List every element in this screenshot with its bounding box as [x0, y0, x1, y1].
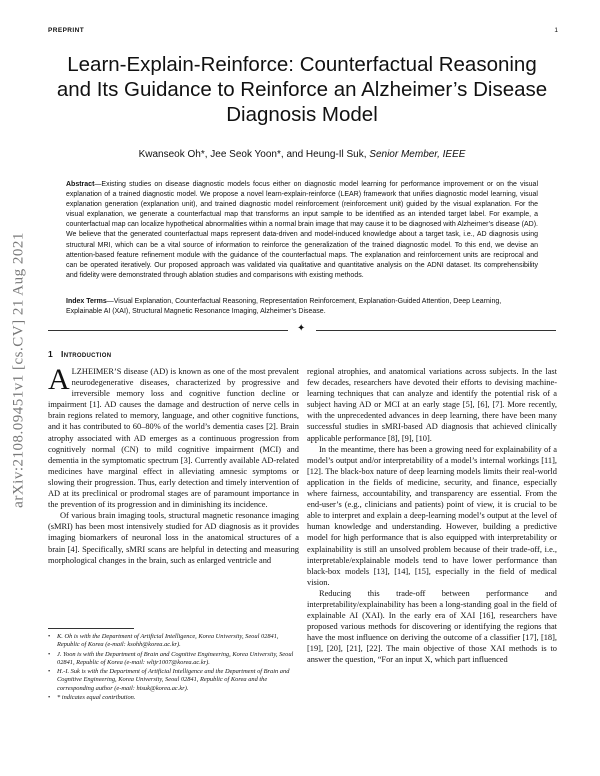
paper-title: Learn-Explain-Reinforce: Counterfactual Reasoning and Its Guidance to Reinforce an Alzheimer’s Disease Diagnosis Model: [56, 53, 548, 126]
footnotes: [48, 633, 299, 703]
running-header: PREPRINT: [48, 27, 85, 34]
arxiv-stamp-text: arXiv:2108.09451v1 [cs.CV] 21 Aug 2021: [10, 232, 27, 508]
footnote-item: • J. Yoon is with the Department of Brain and Cognitive Engineering, Korea University, Seoul 02841, Republic of Korea (e-mail: wltjr1007@korea.ac.kr).: [48, 651, 299, 668]
author-role: Senior Member, IEEE: [369, 149, 466, 160]
divider-ornament-icon: ✦: [297, 323, 306, 334]
divider-line-right: [316, 330, 556, 331]
section-heading: [48, 349, 111, 359]
section-number: 1: [48, 349, 54, 359]
intro-paragraph-1: [48, 363, 299, 510]
index-terms-label: Index Terms: [66, 298, 107, 305]
arxiv-stamp: [2, 195, 36, 545]
page-number: 1: [554, 27, 558, 34]
index-terms-text: —Visual Explanation, Counterfactual Reasoning, Representation Reinforcement, Explanation-Guided Attention, Deep Learning, Explainable AI (XAI), Structural Magnetic Resonance Imaging, Alzheimer’s Disease.: [66, 298, 502, 316]
left-column: [48, 363, 299, 566]
index-terms: [66, 297, 538, 317]
drop-cap: A: [48, 363, 70, 396]
footnote-item: • H.-I. Suk is with the Department of Artificial Intelligence and the Department of Brain and Cognitive Engineering, Korea University, Seoul 02841, Republic of Korea and the corresponding author (e-mail: hisuk@korea.ac.kr).: [48, 668, 299, 693]
section-title: Introduction: [61, 349, 112, 359]
paragraph-1-text: disease (AD) is known as one of the most prevalent neurodegenerative diseases, characterized by progressive and irreversible memory loss and cognitive function decline or impairment [1]. AD causes the damage and destruction of nerve cells in brain regions related to memory, language, and other cognitive functions, and it has contributed to 60–80% of the world’s dementia cases [2]. Brain atrophy associated with AD emerges as a continuous progression from cognitively normal (CN) to mild cognitive impairment (MCI) and dementia in the symptomatic spectrum [3]. Currently available AD-related medicines have marginal effect in alleviating amnesic symptoms or slowing their progression. Thus, early detection and timely intervention of AD at its preclinical or prodromal stages are of paramount importance in the prevention of its progression and in diminishing its incidence.: [48, 367, 299, 510]
author-list: [48, 149, 556, 160]
lead-word: LZHEIMER’S: [71, 367, 122, 376]
intro-paragraph-4: In the meantime, there has been a growing need for explainability of a model’s output and/or interpretability of a model’s internal workings [11], [12]. The black-box nature of deep learning models limits their real-world application in the fields of medicine, security, and finance, especially where fairness, accountability, and transparency are essential. From the end-user’s (e.g., clinicians and patients) point of view, it is crucial to be able to interpret and explain a deep-learning model’s output at the level of human knowledge and understanding. However, building a predictive model for high performance that is also equipped with interpretability or explainability is still an unsolved problem because of their trade-off, i.e., interpretable/explainable models tend to have lower performance than black-box models [13], [14], [15], especially in the field of medical vision.: [307, 444, 557, 587]
intro-paragraph-3: regional atrophies, and anatomical variations across subjects. In the last few decades, researchers have devoted their efforts to devising machine-learning techniques that can analyze and identify the potential risk of a subject having AD or MCI at an early stage [5], [6], [7]. More recently, with the unprecedented advances in deep learning, there have been many successful studies in sMRI-based AD diagnosis that achieved clinically applicable performance [8], [9], [10].: [307, 367, 557, 443]
divider-line-left: [48, 330, 288, 331]
footnote-rule: [48, 628, 134, 629]
right-column: [307, 366, 557, 666]
footnote-item: • * indicates equal contribution.: [48, 694, 299, 702]
section-divider: [48, 323, 556, 336]
intro-paragraph-5: Reducing this trade-off between performance and interpretability/explainability has been a long-standing goal in the field of explainable AI (XAI). In the early era of XAI [16], researchers have proposed various methods for discovering or identifying the regions that have the most influence on deriving the outcome of a classifier [17], [18], [19], [20], [21], [22]. The main objective of those XAI methods is to answer the question, “For an input X, which part influenced: [307, 588, 557, 665]
footnote-item: • K. Oh is with the Department of Artificial Intelligence, Korea University, Seoul 02841, Republic of Korea (e-mail: ksohh@korea.ac.kr).: [48, 633, 299, 650]
intro-paragraph-2: Of various brain imaging tools, structural magnetic resonance imaging (sMRI) has been most intensively studied for AD diagnosis as it provides imaging biomarkers of neuronal loss in the anatomical structures of a brain [4]. Specifically, sMRI scans are helpful in detecting and measuring morphological changes in the brain, such as enlarged ventricle and: [48, 511, 299, 565]
abstract-label: Abstract: [66, 181, 95, 188]
abstract: [66, 180, 538, 281]
author-names: Kwanseok Oh*, Jee Seok Yoon*, and Heung-Il Suk,: [138, 149, 367, 160]
abstract-text: —Existing studies on disease diagnostic models focus either on diagnostic model learning for performance improvement or on the visual explanation of a trained diagnostic model. We propose a novel learn-explain-reinforce (LEAR) framework that unifies diagnostic model learning, visual explanation generation (explanation unit), and trained diagnostic model reinforcement (reinforcement unit) guided by the visual explanation. For the visual explanation, we generate a counterfactual map that transforms an input sample to be identified as an intended target label. For example, a counterfactual map can localize hypothetical abnormalities within a normal brain image that may cause it to be diagnosed with Alzheimer’s disease (AD). We believe that the generated counterfactual maps represent data-driven and model-induced knowledge about a target task, i.e., AD diagnosis using structural MRI, which can be a vital source of information to reinforce the generalization of the trained diagnostic model. To this end, we devise an attention-based feature refinement module with the guidance of the counterfactual maps. The explanation and reinforcement units are reciprocal and can be operated iteratively. Our proposed approach was validated via qualitative and quantitative analysis on the ADNI dataset. Its comprehensibility and fidelity were demonstrated through ablation studies and comparisons with existing methods.: [66, 181, 538, 279]
